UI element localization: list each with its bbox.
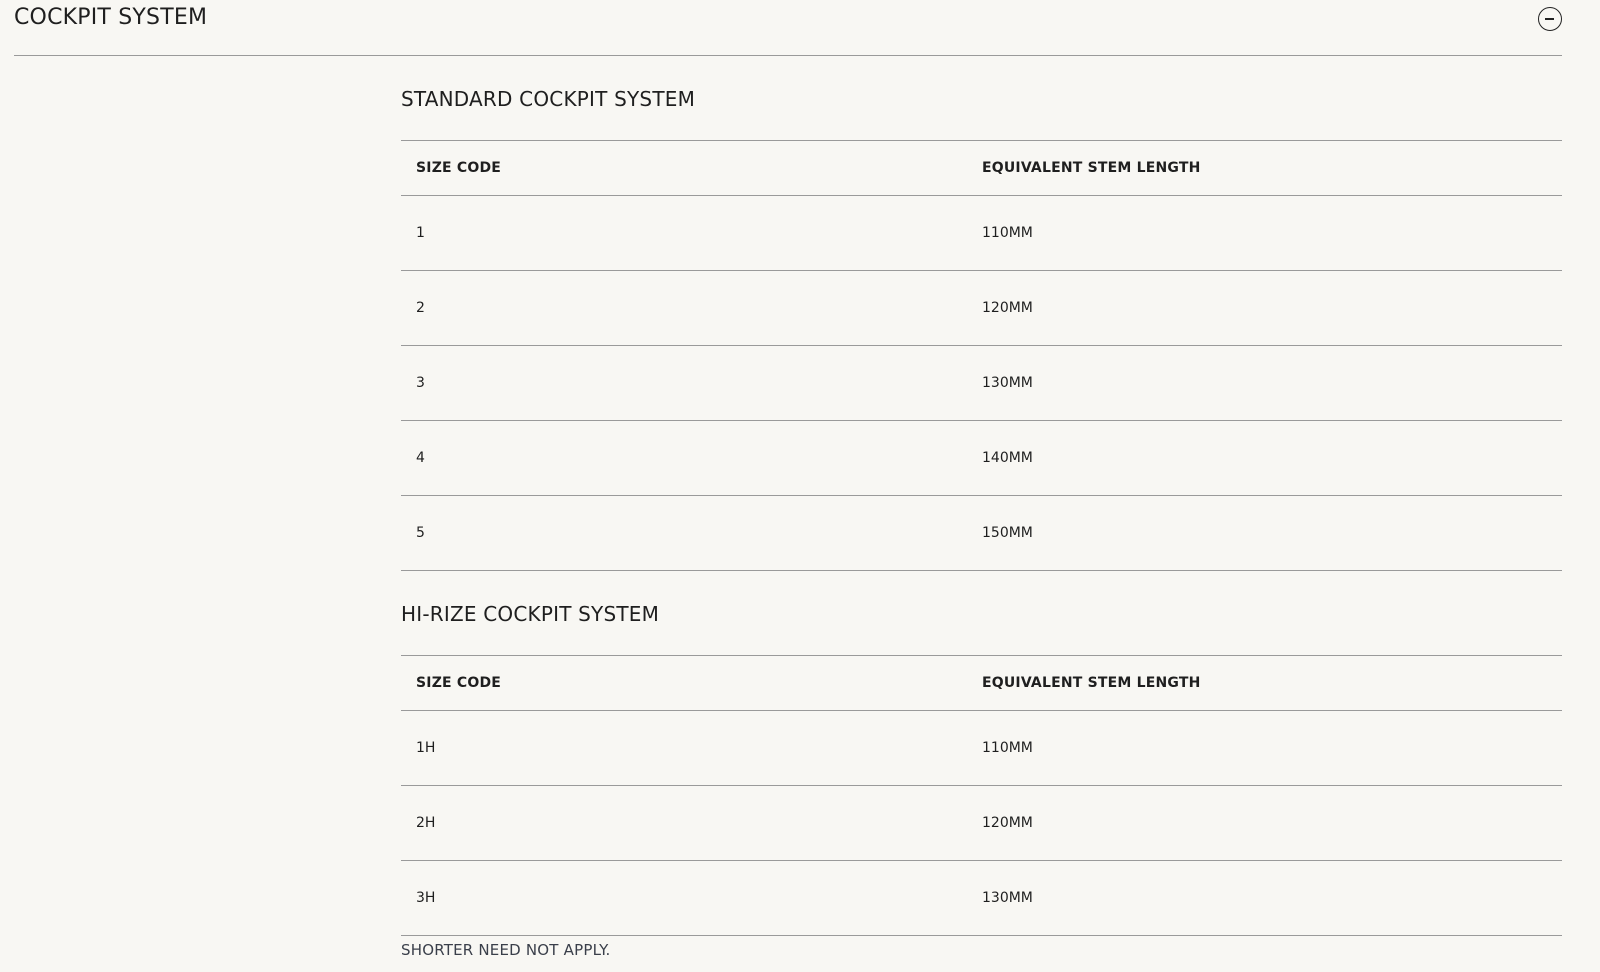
column-header-stem-length: EQUIVALENT STEM LENGTH	[982, 675, 1201, 691]
size-code-cell: 5	[416, 525, 425, 541]
standard-section-title: STANDARD COCKPIT SYSTEM	[401, 56, 1562, 141]
table-row	[401, 196, 1562, 271]
accordion-title: COCKPIT SYSTEM	[14, 5, 208, 30]
stem-length-cell: 130MM	[982, 375, 1033, 391]
accordion-content	[401, 56, 1562, 959]
minus-circle-icon[interactable]	[1538, 7, 1562, 31]
column-header-size-code: SIZE CODE	[416, 160, 502, 176]
standard-size-table	[401, 141, 1562, 571]
column-header-stem-length: EQUIVALENT STEM LENGTH	[982, 160, 1201, 176]
stem-length-cell: 120MM	[982, 300, 1033, 316]
table-header-row	[401, 656, 1562, 711]
table-row	[401, 496, 1562, 571]
stem-length-cell: 110MM	[982, 740, 1033, 756]
table-row	[401, 421, 1562, 496]
size-code-cell: 3H	[416, 890, 436, 906]
table-row	[401, 271, 1562, 346]
stem-length-cell: 130MM	[982, 890, 1033, 906]
hirize-section-title: HI-RIZE COCKPIT SYSTEM	[401, 571, 1562, 656]
column-header-size-code: SIZE CODE	[416, 675, 502, 691]
stem-length-cell: 150MM	[982, 525, 1033, 541]
footnote: SHORTER NEED NOT APPLY.	[401, 941, 611, 959]
hirize-size-table	[401, 656, 1562, 936]
stem-length-cell: 140MM	[982, 450, 1033, 466]
table-row	[401, 786, 1562, 861]
size-code-cell: 1	[416, 225, 425, 241]
stem-length-cell: 110MM	[982, 225, 1033, 241]
accordion-header[interactable]	[14, 0, 1562, 56]
size-code-cell: 2	[416, 300, 425, 316]
size-code-cell: 2H	[416, 815, 436, 831]
stem-length-cell: 120MM	[982, 815, 1033, 831]
table-row	[401, 861, 1562, 936]
table-row	[401, 711, 1562, 786]
size-code-cell: 4	[416, 450, 425, 466]
table-header-row	[401, 141, 1562, 196]
size-code-cell: 1H	[416, 740, 436, 756]
table-row	[401, 346, 1562, 421]
size-code-cell: 3	[416, 375, 425, 391]
